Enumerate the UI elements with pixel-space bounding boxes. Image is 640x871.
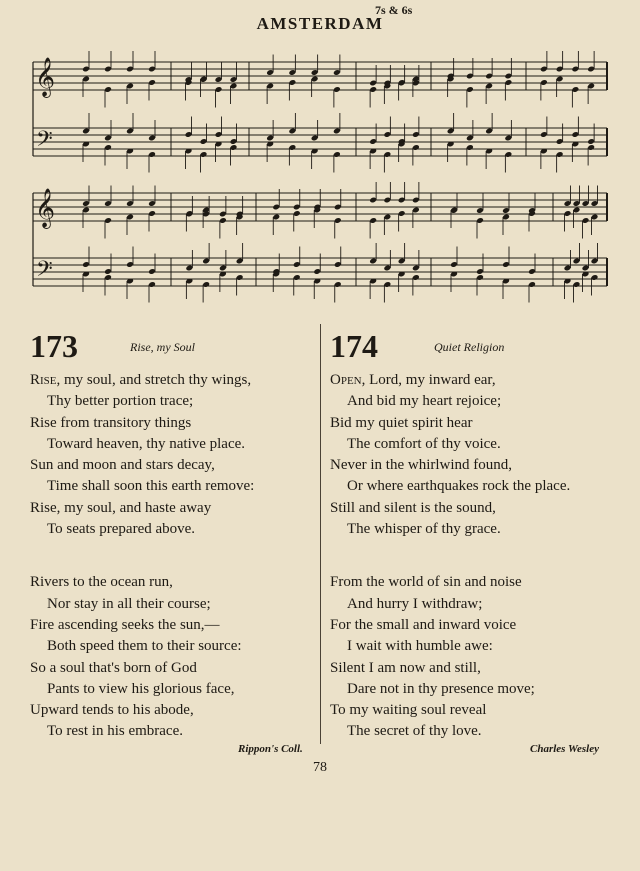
verse-line: Or where earthquakes rock the place. [347,478,571,495]
verse-line: Never in the whirlwind found, [330,457,513,474]
stanza-2 [30,572,320,742]
verse-line: Dare not in thy presence move; [347,680,535,697]
attribution-174: Charles Wesley [530,743,599,755]
verse-line: Bid my quiet spirit hear [330,414,473,431]
column-divider [320,324,321,744]
treble-clef-icon: 𝄞 [35,57,56,97]
verse-line: Thy better portion trace; [47,393,194,410]
treble-clef-icon: 𝄞 [35,188,56,228]
hymn-number: 173 [30,328,78,364]
verse-line: Toward heaven, thy native place. [47,435,246,452]
verse-line: Sun and moon and stars decay, [30,457,215,474]
hymn-title: Quiet Religion [434,340,505,354]
verse-line: From the world of sin and noise [330,574,522,591]
verse-line: And bid my heart rejoice; [347,393,502,410]
tune-name: AMSTERDAM [256,14,384,33]
bass-staff [33,128,607,156]
verse-line: Still and silent is the sound, [330,499,496,516]
verse-line: Rise, my soul, and stretch thy wings, [30,372,252,388]
verse-line: The whisper of thy grace. [347,521,501,538]
tune-meter: 7s & 6s [375,3,413,17]
stanza-1 [30,370,320,540]
verse-line: The comfort of thy voice. [347,435,501,452]
verse-line: To my waiting soul reveal [330,702,487,719]
verse-line: To rest in his embrace. [47,723,183,740]
verse-line: Nor stay in all their course; [47,595,211,612]
verse-line: I wait with humble awe: [347,638,493,655]
verse-line: Rise from transitory things [30,414,192,431]
bass-clef-icon: 𝄢 [36,257,53,287]
stanza-1 [330,370,620,540]
verse-line: So a soul that's born of God [30,659,197,676]
music-systems [33,51,607,303]
verse-line: And hurry I withdraw; [347,595,483,612]
page-number: 78 [313,760,327,775]
hymn-174 [330,330,620,743]
verse-line: The secret of thy love. [347,723,482,740]
bass-clef-icon: 𝄢 [36,127,53,157]
verse-line: To seats prepared above. [47,521,196,538]
verse-line: Fire ascending seeks the sun,— [30,616,220,633]
music-score [0,0,640,322]
verse-line: Both speed them to their source: [47,638,242,655]
attribution-173: Rippon's Coll. [238,743,303,755]
treble-staff [33,62,607,90]
verse-line: Rise, my soul, and haste away [30,499,212,516]
verse-line: Time shall soon this earth remove: [47,478,255,495]
verse-line: Pants to view his glorious face, [47,680,235,697]
stanza-2 [330,572,620,742]
hymn-title: Rise, my Soul [130,340,195,354]
hymn-173 [30,330,320,743]
verse-line: Silent I am now and still, [330,659,481,676]
hymn-number: 174 [330,328,378,364]
verse-line: Rivers to the ocean run, [30,574,173,591]
verse-line: For the small and inward voice [330,616,517,633]
verse-line: Open, Lord, my inward ear, [330,372,496,388]
verse-line: Upward tends to his abode, [30,702,194,719]
